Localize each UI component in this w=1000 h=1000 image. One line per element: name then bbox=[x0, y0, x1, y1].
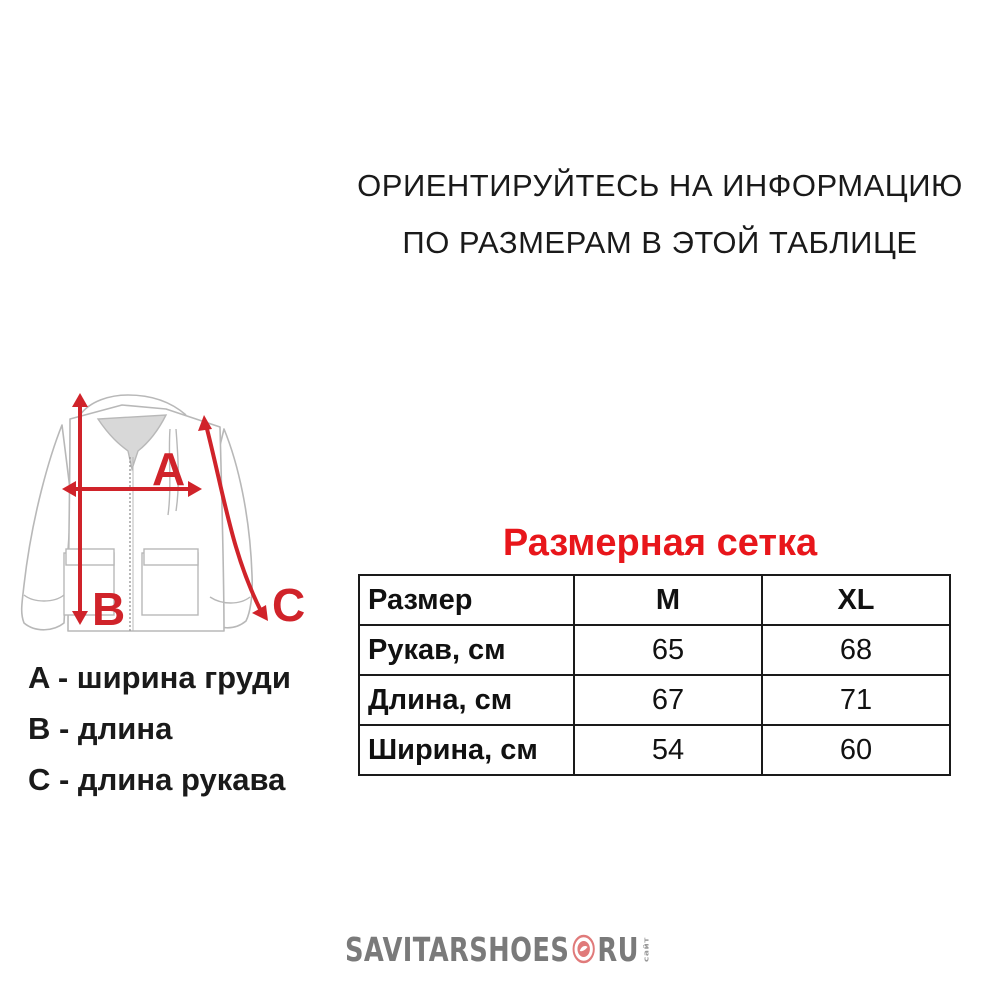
legend-item-c: C - длина рукава bbox=[28, 762, 286, 797]
table-row bbox=[359, 675, 950, 725]
measurement-legend bbox=[28, 652, 291, 805]
label-a: A bbox=[152, 443, 186, 495]
header-cell: Размер bbox=[359, 575, 574, 625]
row-label: Длина, см bbox=[359, 675, 574, 725]
brand-name: SAVITARSHOES bbox=[345, 929, 570, 969]
brand-small-text: сайт bbox=[642, 936, 651, 962]
row-label: Рукав, см bbox=[359, 625, 574, 675]
table-row bbox=[359, 625, 950, 675]
brand-domain: RU bbox=[597, 929, 639, 969]
table-cell: 67 bbox=[574, 675, 762, 725]
size-table bbox=[358, 574, 951, 776]
heading-line-1: ОРИЕНТИРУЙТЕСЬ НА ИНФОРМАЦИЮ bbox=[357, 168, 963, 203]
header-cell: XL bbox=[762, 575, 950, 625]
table-header-row bbox=[359, 575, 950, 625]
brand-footer bbox=[345, 924, 651, 974]
table-cell: 54 bbox=[574, 725, 762, 775]
header-cell: M bbox=[574, 575, 762, 625]
size-chart-title: Размерная сетка bbox=[502, 522, 818, 564]
table-row bbox=[359, 725, 950, 775]
row-label: Ширина, см bbox=[359, 725, 574, 775]
label-c: C bbox=[272, 579, 306, 631]
table-cell: 68 bbox=[762, 625, 950, 675]
legend-item-b: B - длина bbox=[28, 711, 173, 746]
label-b: B bbox=[92, 583, 126, 635]
legend-item-a: A - ширина груди bbox=[28, 660, 291, 695]
table-cell: 71 bbox=[762, 675, 950, 725]
shoe-circle-icon bbox=[572, 934, 595, 964]
heading-line-2: ПО РАЗМЕРАМ В ЭТОЙ ТАБЛИЦЕ bbox=[402, 225, 918, 260]
jacket-diagram bbox=[10, 385, 330, 655]
table-cell: 60 bbox=[762, 725, 950, 775]
table-cell: 65 bbox=[574, 625, 762, 675]
